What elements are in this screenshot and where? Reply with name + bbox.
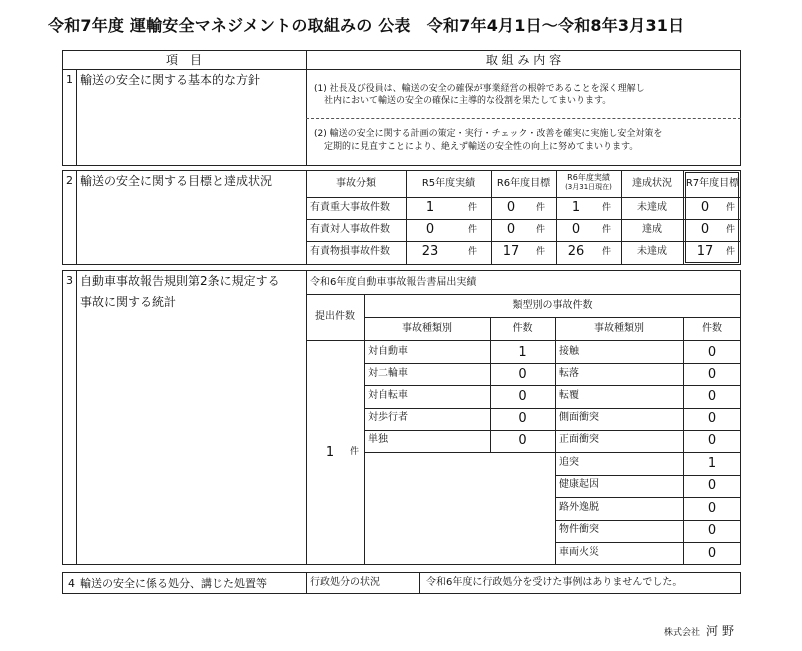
type-count: 0: [518, 389, 527, 404]
unit-label: 件: [602, 247, 612, 257]
goal-row-r5: 23: [421, 244, 439, 259]
unit-label: 件: [602, 225, 612, 235]
type-name: 接触: [559, 346, 579, 357]
goal-header-r6-actual-note: (3月31日現在): [565, 183, 612, 191]
unit-label: 件: [468, 203, 478, 213]
page-title: 令和7年度 運輸安全マネジメントの取組みの 公表 令和7年4月1日～令和8年3月31日: [48, 16, 685, 35]
type-name: 対歩行者: [368, 412, 408, 423]
count-header-left: 件数: [512, 323, 533, 334]
goal-row-category: 有責重大事故件数: [310, 202, 390, 213]
submitted-header: 提出件数: [315, 311, 355, 322]
goal-row-status: 達成: [642, 224, 662, 235]
type-name: 単独: [368, 434, 388, 445]
section-4-number: 4: [68, 577, 75, 590]
type-count: 0: [707, 433, 717, 448]
unit-label: 件: [536, 225, 546, 235]
type-name: 正面衝突: [559, 434, 599, 445]
type-name: 転覆: [559, 390, 579, 401]
goal-row-r6-actual: 0: [571, 222, 581, 237]
by-type-header: 類型別の事故件数: [512, 300, 593, 311]
type-name: 健康起因: [559, 479, 599, 490]
policy-item-2-cont: 定期的に見直すことにより、絶えず輸送の安全性の向上に努めてまいります。: [324, 142, 639, 152]
section-4-label: 輸送の安全に係る処分、講じた処置等: [80, 577, 267, 590]
goal-header-r6-actual: R6年度実績: [567, 173, 610, 182]
type-name: 転落: [559, 368, 579, 379]
policy-item-1: (1) 社長及び役員は、輸送の安全の確保が事業経営の根幹であることを深く理解し: [314, 84, 645, 94]
type-count: 0: [707, 546, 717, 561]
goal-row-r5: 1: [425, 200, 435, 215]
type-count: 0: [518, 433, 527, 448]
section-2-label: 輸送の安全に関する目標と達成状況: [80, 174, 273, 188]
type-name: 車両火災: [559, 547, 599, 558]
divider: [306, 118, 741, 119]
type-count: 0: [518, 411, 527, 426]
unit-label: 件: [536, 203, 546, 213]
section-4-sublabel: 行政処分の状況: [310, 577, 380, 588]
header-item: 項 目: [165, 53, 202, 67]
section-4-content: 令和6年度に行政処分を受けた事例はありませんでした。: [426, 577, 683, 588]
goal-header-r5: R5年度実績: [421, 178, 476, 189]
type-name: 対自動車: [368, 346, 408, 357]
type-count: 0: [707, 523, 717, 538]
unit-label: 件: [726, 247, 736, 257]
type-count: 0: [707, 501, 717, 516]
type-count: 0: [518, 367, 527, 382]
goal-header-r7-target: R7年度目標: [685, 178, 740, 189]
unit-label: 件: [468, 225, 478, 235]
goal-row-r5: 0: [425, 222, 435, 237]
type-name: 追突: [559, 457, 579, 468]
type-count: 0: [707, 411, 717, 426]
company-name: 河野: [706, 624, 739, 638]
type-count: 0: [707, 389, 717, 404]
type-header-left: 事故種類別: [402, 323, 452, 334]
unit-label: 件: [536, 247, 546, 257]
section-1-number: 1: [66, 73, 73, 86]
goal-row-category: 有責物損事故件数: [310, 246, 390, 257]
company-prefix: 株式会社: [664, 628, 701, 638]
count-header-right: 件数: [702, 323, 722, 334]
type-header-right: 事故種類別: [594, 323, 644, 334]
goal-row-r6-actual: 26: [567, 244, 585, 259]
submitted-count: 1: [325, 445, 335, 460]
unit-label: 件: [726, 225, 736, 235]
section-3-label-cont: 事故に関する統計: [80, 295, 177, 309]
goal-row-r7-target: 0: [700, 200, 710, 215]
header-content: 取 組 み 内 容: [485, 53, 562, 67]
goal-row-r6-target: 0: [506, 222, 516, 237]
unit-label: 件: [468, 247, 478, 257]
report-title: 令和6年度自動車事故報告書届出実績: [310, 277, 477, 288]
goal-row-category: 有責対人事故件数: [310, 224, 390, 235]
type-name: 路外逸脱: [559, 502, 599, 513]
type-name: 対二輪車: [368, 368, 408, 379]
type-name: 対自転車: [368, 390, 408, 401]
section-1-label: 輸送の安全に関する基本的な方針: [80, 73, 261, 87]
unit-label: 件: [726, 203, 736, 213]
type-count: 0: [707, 478, 717, 493]
type-count: 0: [707, 345, 717, 360]
type-count: 1: [518, 345, 527, 360]
type-name: 物件衝突: [559, 524, 599, 535]
goal-row-r6-actual: 1: [571, 200, 581, 215]
goal-header-r6-target: R6年度目標: [496, 178, 551, 189]
unit-label: 件: [602, 203, 612, 213]
unit-label: 件: [350, 447, 360, 457]
type-count: 0: [707, 367, 717, 382]
goal-row-status: 未達成: [637, 246, 667, 257]
section-2-number: 2: [66, 174, 73, 187]
goal-row-r6-target: 0: [506, 200, 516, 215]
section-3-label: 自動車事故報告規則第2条に規定する: [80, 274, 280, 288]
goal-row-r7-target: 17: [696, 244, 714, 259]
goal-header-status: 達成状況: [632, 178, 672, 189]
policy-item-1-cont: 社内において輸送の安全の確保に主導的な役割を果たしてまいります。: [324, 96, 612, 106]
goal-row-r6-target: 17: [502, 244, 520, 259]
type-name: 側面衝突: [559, 412, 599, 423]
type-count: 1: [707, 456, 717, 471]
section-3-number: 3: [66, 274, 73, 287]
goal-row-status: 未達成: [637, 202, 667, 213]
company-signature: [664, 622, 738, 639]
goal-header-category: 事故分類: [336, 178, 376, 189]
goal-row-r7-target: 0: [700, 222, 710, 237]
policy-item-2: (2) 輸送の安全に関する計画の策定・実行・チェック・改善を確実に実施し安全対策を: [314, 129, 663, 139]
